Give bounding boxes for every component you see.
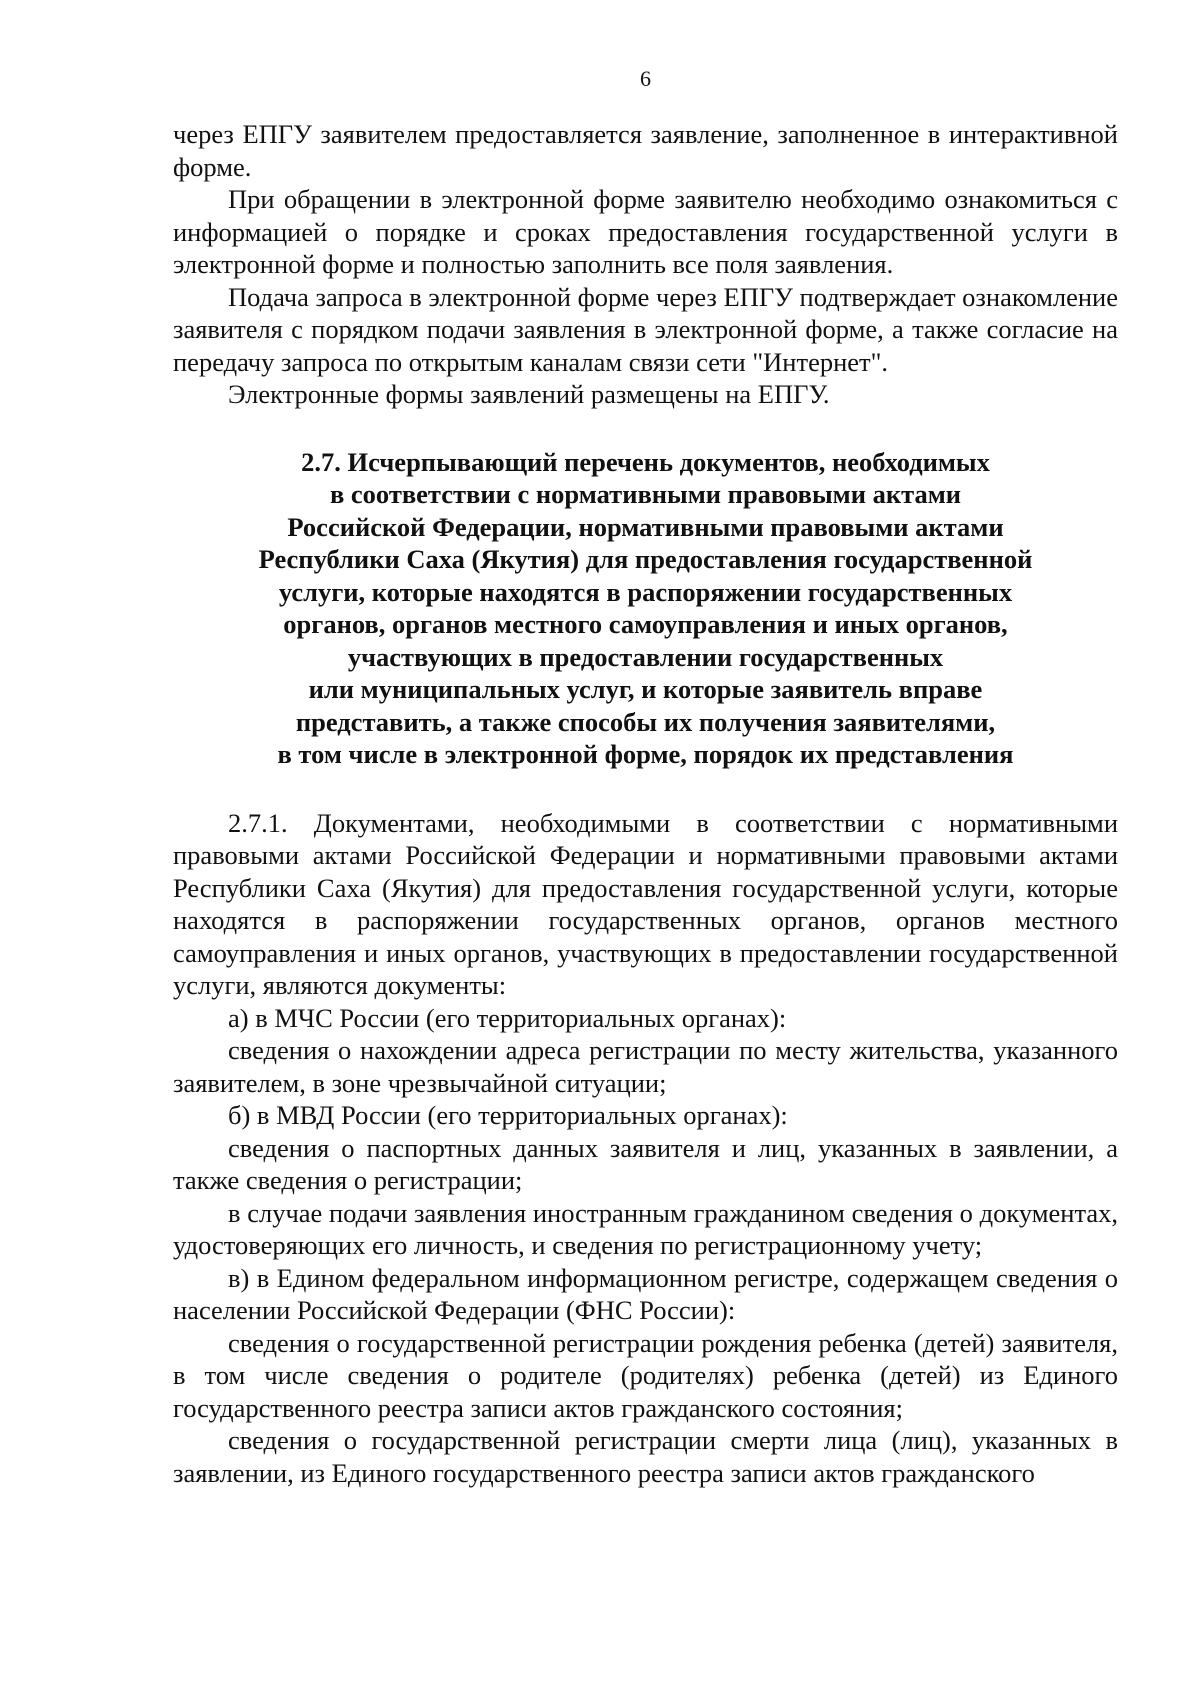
paragraph-2-7-1: 2.7.1. Документами, необходимыми в соответствии с нормативными правовыми актами Российской Федерации и нормативными правовыми актами Республики Саха (Якутия) для предоставления государственной услуги, которые находятся в распоряжении государственных органов, органов местного самоуправления и иных органов, участвующих в предоставлении государственной услуги, являются документы: bbox=[173, 807, 1118, 1000]
item-a-mchs: а) в МЧС России (его территориальных органах): bbox=[228, 1002, 787, 1033]
heading-line: 2.7. Исчерпывающий перечень документов, необходимых bbox=[301, 446, 990, 477]
item-b-mvd: б) в МВД России (его территориальных органах): bbox=[228, 1100, 788, 1130]
heading-line: услуги, которые находятся в распоряжении государственных bbox=[278, 576, 1013, 607]
item-v-register: в) в Едином федеральном информационном регистре, содержащем сведения о населении Российской Федерации (ФНС России): bbox=[173, 1262, 1118, 1325]
heading-line: участвующих в предоставлении государственных bbox=[347, 641, 944, 672]
paragraph-continuation: через ЕПГУ заявителем предоставляется заявление, заполненное в интерактивной форме. bbox=[173, 119, 1118, 182]
heading-line: представить, а также способы их получения заявителями, bbox=[295, 706, 996, 737]
heading-line: или муниципальных услуг, и которые заявитель вправе bbox=[308, 674, 983, 704]
heading-line: органов, органов местного самоуправления и иных органов, bbox=[283, 609, 1008, 639]
document-body bbox=[173, 118, 1118, 1489]
heading-line: в соответствии с нормативными правовыми актами bbox=[329, 479, 962, 509]
paragraph-electronic-request: При обращении в электронной форме заявителю необходимо ознакомиться с информацией о порядке и сроках предоставления государственной услуги в электронной форме и полностью заполнить все поля заявления. bbox=[173, 184, 1118, 279]
page-number: 6 bbox=[640, 66, 651, 91]
item-v-birth-registration: сведения о государственной регистрации рождения ребенка (детей) заявителя, в том числе сведения о родителе (родителях) ребенка (детей) из Единого государственного реестра записи актов гражданского состояния; bbox=[173, 1327, 1118, 1423]
heading-line: в том числе в электронной форме, порядок их представления bbox=[277, 739, 1014, 769]
item-b-foreign-citizen: в случае подачи заявления иностранным гражданином сведения о документах, удостоверяющих его личность, и сведения по регистрационному учету; bbox=[173, 1197, 1118, 1260]
item-a-details: сведения о нахождении адреса регистрации по месту жительства, указанного заявителем, в зоне чрезвычайной ситуации; bbox=[173, 1035, 1118, 1098]
heading-line: Республики Саха (Якутия) для предоставления государственной bbox=[258, 544, 1033, 574]
item-b-passport-details: сведения о паспортных данных заявителя и лиц, указанных в заявлении, а также сведения о регистрации; bbox=[173, 1132, 1118, 1195]
item-v-death-registration: сведения о государственной регистрации смерти лица (лиц), указанных в заявлении, из Единого государственного реестра записи актов гражданского bbox=[173, 1425, 1118, 1488]
paragraph-electronic-forms: Электронные формы заявлений размещены на ЕПГУ. bbox=[228, 379, 830, 409]
section-heading-2-7 bbox=[173, 446, 1118, 771]
paragraph-submission: Подача запроса в электронной форме через ЕПГУ подтверждает ознакомление заявителя с порядком подачи заявления в электронной форме, а также согласие на передачу запроса по открытым каналам связи сети "Интернет". bbox=[173, 281, 1119, 377]
heading-line: Российской Федерации, нормативными правовыми актами bbox=[287, 511, 1004, 542]
